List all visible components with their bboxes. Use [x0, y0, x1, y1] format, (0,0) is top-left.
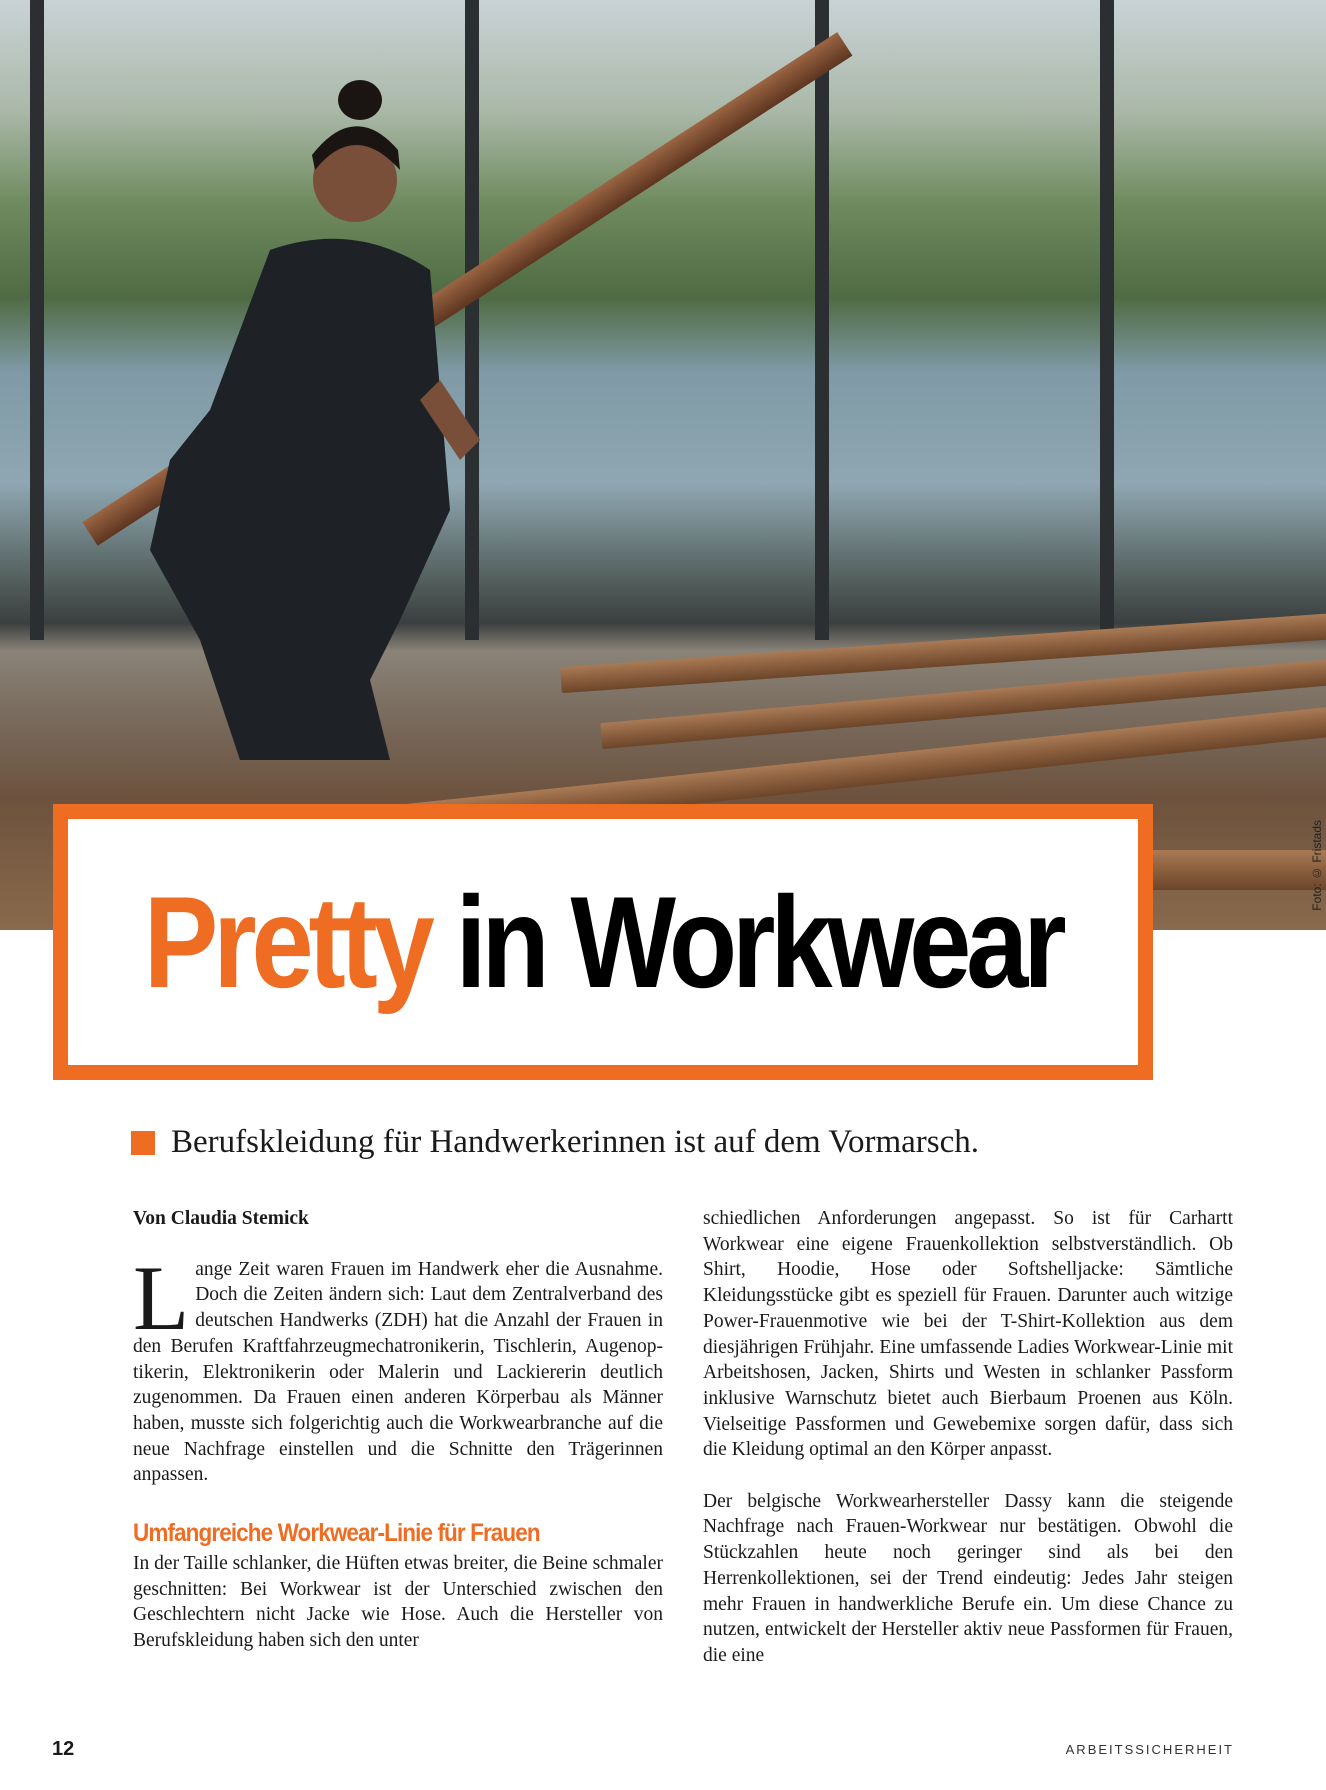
author: Von Claudia Stemick — [133, 1208, 309, 1229]
paragraph: schiedlichen Anforderungen angepasst. So ist für Carhartt Workwear eine eigene Frauenkollektion selbstverständlich. Ob Shirt, Hoodie, Hose oder Softshelljacke: Sämtliche Kleidungsstücke gibt es speziell für Frauen. Darunter auch witzige Power-Frauenmotive wie bei der T-Shirt-Kollektion aus dem diesjährigen Frühjahr. Eine umfassende Ladies Workwear-Linie mit Arbeitshosen, Jacken, Shirts und Westen in schlanker Passform inklusive Warnschutz bietet auch Bierbaum Proenen aus Köln. Vielseitige Passformen und Gewebemixe sorgen dafür, dass sich die Kleidung optimal an den Körper anpasst. — [703, 1208, 1233, 1461]
section-name: ARBEITSSICHERHEIT — [1065, 1742, 1234, 1757]
photo-credit: Foto: © Fristads — [1310, 820, 1324, 911]
title-accent: Pretty — [144, 869, 431, 1015]
subtitle — [131, 1124, 979, 1161]
title-main: in Workwear — [455, 869, 1062, 1015]
orange-square-icon — [131, 1131, 155, 1155]
paragraph: Der belgische Workwearhersteller Dassy kann die steigende Nachfrage nach Frauen-Workwear nur bestätigen. Obwohl die Stückzahlen heute noch geringer sind als bei den Herrenkollektionen, sei der Trend eindeutig: Jedes Jahr steigen mehr Frauen in handwerkliche Berufe ein. Um diese Chance zu nutzen, entwickelt der Hersteller aktiv neue Passformen für Frauen, die eine — [703, 1490, 1233, 1666]
subtitle-text: Berufskleidung für Handwerkerinnen ist auf dem Vormarsch. — [171, 1124, 979, 1160]
column-right — [703, 1206, 1233, 1669]
paragraph-text: ange Zeit waren Frauen im Handwerk eher die Ausnahme. Doch die Zeiten ändern sich: Laut dem Zentralverband des deutschen Handwerks (ZDH) hat die Anzahl der Frauen in den Berufen Kraftfahrzeugmechatronikerin, Tischlerin, Augenoptikerin, Elektronikerin oder Malerin und Lackiererin deutlich zugenommen. Da Frauen einen anderen Körperbau als Männer haben, musste sich folgerichtig auch die Workwearbranche auf die neue Nachfrage einstellen und die Schnitte den Trägerinnen anpassen. — [133, 1258, 663, 1486]
paragraph: In der Taille schlanker, die Hüften etwas breiter, die Beine schmaler geschnitten: Bei Workwear ist der Unterschied zwischen den Geschlechtern nicht Jacke wie Hose. Auch die Hersteller von Berufskleidung haben sich den unter — [133, 1553, 663, 1652]
page-title — [144, 869, 1062, 1015]
page-number: 12 — [52, 1738, 75, 1760]
paragraph — [133, 1246, 663, 1488]
title-box — [53, 804, 1153, 1080]
column-left — [133, 1206, 663, 1654]
worker-figure — [150, 80, 480, 760]
drop-cap: L — [133, 1246, 190, 1349]
section-heading: Umfangreiche Workwear-Linie für Frauen — [133, 1519, 540, 1548]
